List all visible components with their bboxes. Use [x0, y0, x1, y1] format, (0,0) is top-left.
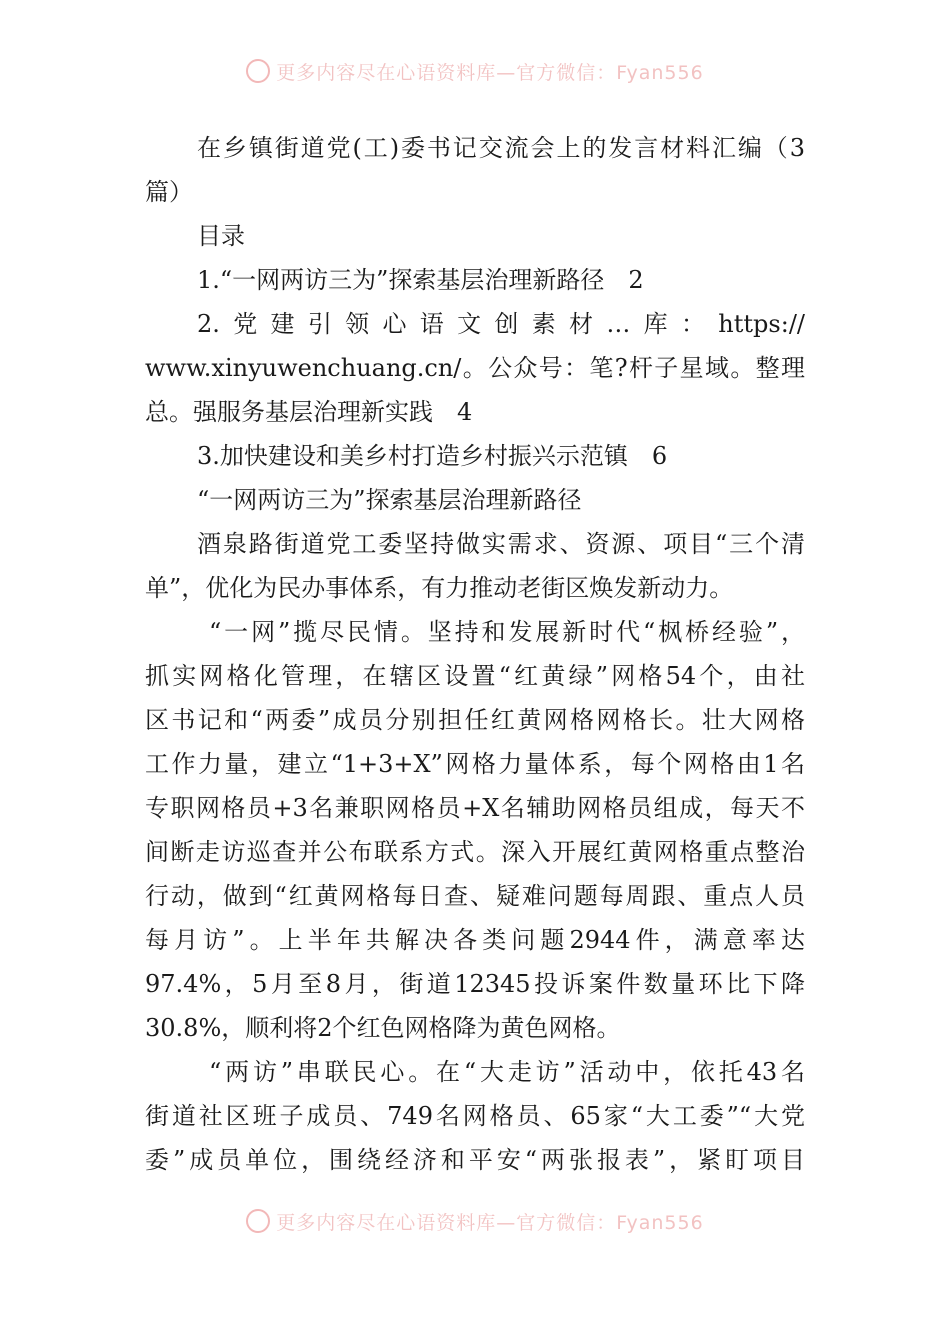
toc-item-1: 1.“一网两访三为”探索基层治理新路径 2 — [197, 266, 644, 294]
paragraph-line: 97.4%，5月至8月，街道12345投诉案件数量环比下降 — [145, 970, 805, 998]
doc-title-line1: 在乡镇街道党(工)委书记交流会上的发言材料汇编（3 — [197, 134, 805, 162]
toc-item-3: 3.加快建设和美乡村打造乡村振兴示范镇 6 — [197, 442, 668, 470]
watermark-logo-icon — [246, 1209, 270, 1233]
toc-item-2-line3: 总。强服务基层治理新实践 4 — [145, 398, 473, 426]
section-title: “一网两访三为”探索基层治理新路径 — [197, 486, 582, 514]
paragraph-line: 间断走访巡查并公布联系方式。深入开展红黄网格重点整治 — [145, 838, 805, 866]
paragraph-line: 委”成员单位，围绕经济和平安“两张报表”，紧盯项目 — [145, 1146, 805, 1174]
paragraph-line: 酒泉路街道党工委坚持做实需求、资源、项目“三个清 — [197, 530, 805, 558]
paragraph-line: 专职网格员+3名兼职网格员+X名辅助网格员组成，每天不 — [145, 794, 805, 822]
paragraph-line: “两访”串联民心。在“大走访”活动中，依托43名 — [209, 1058, 805, 1086]
paragraph-line: 街道社区班子成员、749名网格员、65家“大工委”“大党 — [145, 1102, 805, 1130]
paragraph-line: 行动，做到“红黄网格每日查、疑难问题每周跟、重点人员 — [145, 882, 805, 910]
watermark-text: 更多内容尽在心语资料库—官方微信：Fyan556 — [276, 1212, 704, 1234]
document-body — [145, 126, 805, 1182]
doc-title-line2: 篇） — [145, 178, 193, 206]
toc-heading: 目录 — [197, 222, 245, 250]
paragraph-line: 抓实网格化管理，在辖区设置“红黄绿”网格54个，由社 — [145, 662, 805, 690]
paragraph-line: 区书记和“两委”成员分别担任红黄网格网格长。壮大网格 — [145, 706, 805, 734]
watermark-header — [0, 58, 950, 85]
paragraph-line: 单”，优化为民办事体系，有力推动老街区焕发新动力。 — [145, 574, 734, 602]
paragraph-line: 每月访”。上半年共解决各类问题2944件，满意率达 — [145, 926, 805, 954]
toc-item-2-line1: 2.党建引领心语文创素材…库：https:// — [197, 310, 805, 338]
paragraph-line: 工作力量，建立“1+3+X”网格力量体系，每个网格由1名 — [145, 750, 805, 778]
watermark-footer — [0, 1208, 950, 1235]
watermark-text: 更多内容尽在心语资料库—官方微信：Fyan556 — [276, 62, 704, 84]
paragraph-line: “一网”揽尽民情。坚持和发展新时代“枫桥经验”， — [209, 618, 805, 646]
watermark-logo-icon — [246, 59, 270, 83]
toc-item-2-line2: www.xinyuwenchuang.cn/。公众号：笔?杆子星域。整理 — [145, 354, 805, 382]
paragraph-line: 30.8%，顺利将2个红色网格降为黄色网格。 — [145, 1014, 621, 1042]
